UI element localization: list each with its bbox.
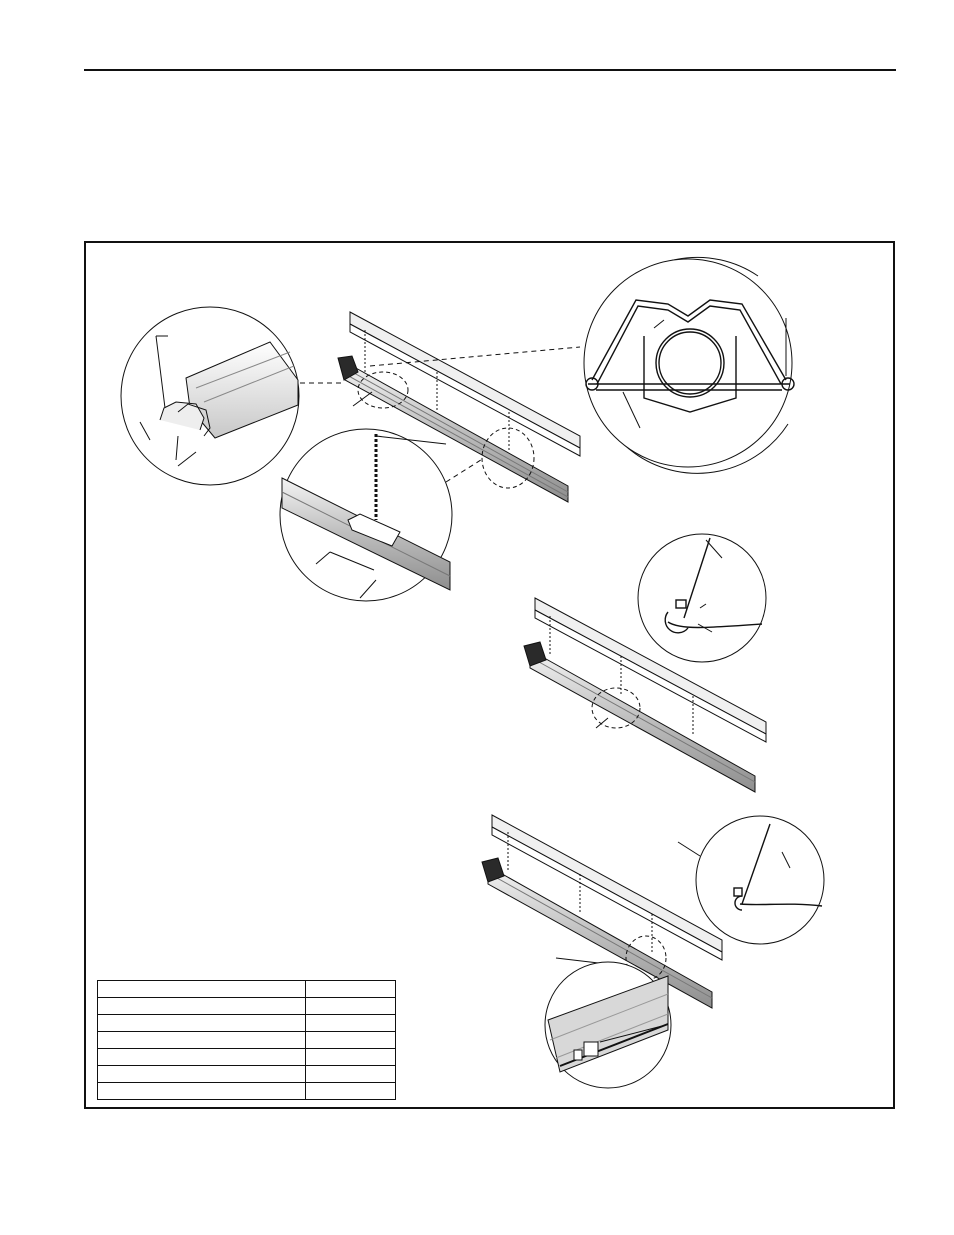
table-row [98, 1083, 396, 1100]
qty-cell [306, 1083, 396, 1100]
part-cell [98, 981, 306, 998]
table-row [98, 1049, 396, 1066]
table-row [98, 981, 396, 998]
qty-cell [306, 1015, 396, 1032]
end-cap-detail [121, 307, 299, 485]
qty-cell [306, 1049, 396, 1066]
qty-cell [306, 981, 396, 998]
table-row [98, 1015, 396, 1032]
qty-cell [306, 1032, 396, 1049]
table-row [98, 1066, 396, 1083]
parts-table [97, 980, 396, 1100]
reflector-hanger-detail [584, 257, 794, 473]
part-cell [98, 1083, 306, 1100]
part-cell [98, 1032, 306, 1049]
table-row [98, 1032, 396, 1049]
tube-clip-detail [545, 962, 671, 1088]
part-cell [98, 998, 306, 1015]
part-cell [98, 1049, 306, 1066]
wire-hook-detail [638, 534, 766, 662]
qty-cell [306, 1066, 396, 1083]
table-row [98, 998, 396, 1015]
s-hook-detail [678, 816, 824, 944]
qty-cell [306, 998, 396, 1015]
part-cell [98, 1066, 306, 1083]
part-cell [98, 1015, 306, 1032]
hanger-chain-detail [280, 429, 452, 601]
